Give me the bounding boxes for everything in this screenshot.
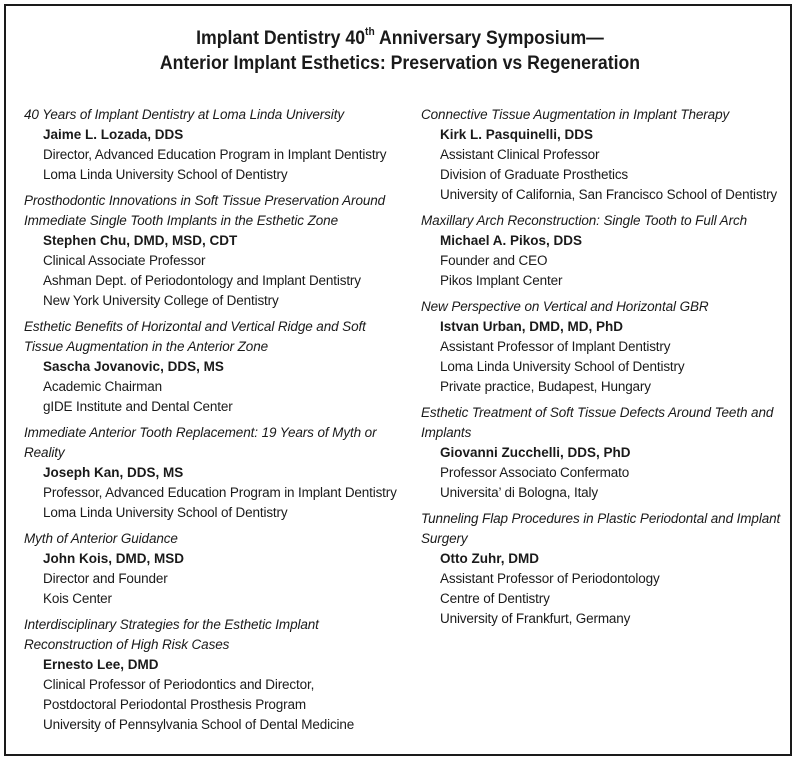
speaker-affiliation: Loma Linda University School of Dentistry: [440, 359, 685, 374]
talk-title: Esthetic Benefits of Horizontal and Vertical Ridge and Soft Tissue Augmentation in the Anterior Zone: [24, 319, 366, 354]
talk-title: Immediate Anterior Tooth Replacement: 19 Years of Myth or Reality: [24, 425, 377, 460]
speaker-name: Jaime L. Lozada, DDS: [43, 127, 184, 142]
program-entry: [24, 423, 406, 523]
speaker-name: Michael A. Pikos, DDS: [440, 233, 583, 248]
title-line-1: [28, 26, 772, 51]
speaker-affiliation: Universita’ di Bologna, Italy: [440, 485, 598, 500]
title-line-1-suffix: Anniversary Symposium—: [374, 28, 604, 49]
speaker-name: Kirk L. Pasquinelli, DDS: [440, 127, 594, 142]
speaker-name: Joseph Kan, DDS, MS: [43, 465, 184, 480]
program-entry: [421, 297, 793, 397]
speaker-name: Stephen Chu, DMD, MSD, CDT: [43, 233, 238, 248]
title-line-2: Anterior Implant Esthetics: Preservation vs Regeneration: [159, 53, 641, 74]
program-entry: [421, 403, 793, 503]
title-superscript: th: [365, 25, 375, 38]
program-entry: [24, 191, 406, 311]
speaker-affiliation: University of Pennsylvania School of Dental Medicine: [43, 717, 355, 732]
speaker-name: Ernesto Lee, DMD: [43, 657, 159, 672]
talk-title: Interdisciplinary Strategies for the Esthetic Implant Reconstruction of High Risk Cases: [24, 617, 319, 652]
left-column: [24, 105, 406, 741]
right-column: [421, 105, 793, 635]
speaker-affiliation: University of Frankfurt, Germany: [440, 611, 631, 626]
title-line-1-text: Implant Dentistry 40: [196, 28, 366, 49]
speaker-affiliation: New York University College of Dentistry: [43, 293, 279, 308]
speaker-affiliation: Professor, Advanced Education Program in Implant Dentistry: [43, 485, 397, 500]
program-entry: [24, 529, 406, 609]
program-entry: [24, 615, 406, 735]
program-entry: [24, 105, 406, 185]
speaker-affiliation: gIDE Institute and Dental Center: [43, 399, 233, 414]
speaker-name: Sascha Jovanovic, DDS, MS: [43, 359, 224, 374]
speaker-name: Istvan Urban, DMD, MD, PhD: [440, 319, 624, 334]
program-entry: [421, 509, 793, 629]
speaker-affiliation: Professor Associato Confermato: [440, 465, 630, 480]
program-entry: [24, 317, 406, 417]
speaker-affiliation: Director, Advanced Education Program in Implant Dentistry: [43, 147, 387, 162]
page-title: [28, 26, 772, 76]
program-entry: [421, 105, 793, 205]
talk-title: Prosthodontic Innovations in Soft Tissue Preservation Around Immediate Single Tooth Implants in the Esthetic Zone: [24, 193, 386, 228]
speaker-affiliation: Assistant Professor of Periodontology: [440, 571, 660, 586]
speaker-affiliation: Division of Graduate Prosthetics: [440, 167, 629, 182]
speaker-affiliation: Clinical Associate Professor: [43, 253, 206, 268]
speaker-name: Giovanni Zucchelli, DDS, PhD: [440, 445, 631, 460]
speaker-affiliation: Kois Center: [43, 591, 112, 606]
speaker-affiliation: Pikos Implant Center: [440, 273, 563, 288]
speaker-affiliation: Centre of Dentistry: [440, 591, 550, 606]
speaker-affiliation: Loma Linda University School of Dentistry: [43, 167, 288, 182]
talk-title: Connective Tissue Augmentation in Implant Therapy: [421, 107, 730, 122]
speaker-affiliation: Postdoctoral Periodontal Prosthesis Program: [43, 697, 306, 712]
speaker-affiliation: Director and Founder: [43, 571, 168, 586]
speaker-affiliation: Clinical Professor of Periodontics and Director,: [43, 677, 315, 692]
speaker-affiliation: University of California, San Francisco School of Dentistry: [440, 187, 778, 202]
speaker-name: John Kois, DMD, MSD: [43, 551, 184, 566]
speaker-affiliation: Private practice, Budapest, Hungary: [440, 379, 651, 394]
speaker-affiliation: Founder and CEO: [440, 253, 548, 268]
speaker-affiliation: Ashman Dept. of Periodontology and Implant Dentistry: [43, 273, 361, 288]
talk-title: Myth of Anterior Guidance: [24, 531, 178, 546]
speaker-name: Otto Zuhr, DMD: [440, 551, 539, 566]
talk-title: Esthetic Treatment of Soft Tissue Defects Around Teeth and Implants: [421, 405, 774, 440]
talk-title: New Perspective on Vertical and Horizontal GBR: [421, 299, 709, 314]
speaker-affiliation: Academic Chairman: [43, 379, 162, 394]
speaker-affiliation: Assistant Clinical Professor: [440, 147, 600, 162]
speaker-affiliation: Assistant Professor of Implant Dentistry: [440, 339, 671, 354]
talk-title: Maxillary Arch Reconstruction: Single Tooth to Full Arch: [421, 213, 748, 228]
talk-title: Tunneling Flap Procedures in Plastic Periodontal and Implant Surgery: [421, 511, 781, 546]
program-entry: [421, 211, 793, 291]
talk-title: 40 Years of Implant Dentistry at Loma Linda University: [24, 107, 345, 122]
speaker-affiliation: Loma Linda University School of Dentistry: [43, 505, 288, 520]
